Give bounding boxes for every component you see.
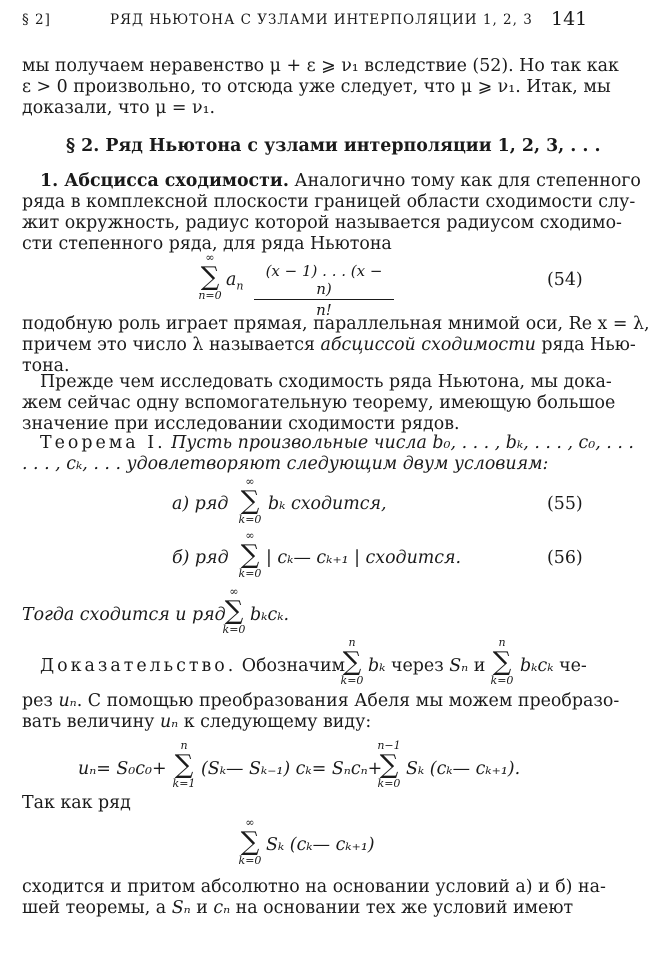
since-line: Так как ряд	[22, 793, 131, 813]
paragraph-1-line-2: ряда в комплексной плоскости границей области сходимости слу-	[22, 192, 636, 212]
sum-symbol: n ∑ k=0	[340, 636, 364, 687]
sum-symbol: ∞ ∑ k=0	[238, 529, 262, 580]
condition-b-body: | cₖ— cₖ₊₁ | сходится.	[266, 548, 462, 568]
proof-line-2: рез uₙ. С помощью преобразования Абеля мы можем преобразо-	[22, 691, 620, 711]
equation-number-56: (56)	[547, 548, 583, 568]
paragraph-1-text: Аналогично тому как для степенного	[288, 171, 641, 191]
paragraph-2-line-2: причем это число λ называется абсциссой сходимости ряда Нью-	[22, 335, 636, 355]
intro-line-3: доказали, что μ = ν₁.	[22, 98, 216, 118]
paragraph-1-line-1	[40, 171, 641, 191]
theorem-line-2: . . . , cₖ, . . . удовлетворяют следующим двум условиям:	[22, 454, 549, 474]
intro-line-1: мы получаем неравенство μ + ε ⩾ ν₁ вследствие (52). Но так как	[22, 56, 619, 76]
sum-symbol: ∞ ∑ k=0	[238, 816, 262, 867]
abel-rhs: Sₖ (cₖ— cₖ₊₁).	[406, 759, 521, 779]
abel-lhs: uₙ= S₀c₀+	[78, 759, 167, 779]
paragraph-1-line-4: сти степенного ряда, для ряда Ньютона	[22, 234, 392, 254]
final-line-1: сходится и притом абсолютно на основании условий а) и б) на-	[22, 877, 606, 897]
fraction: $\frac{(x - 1) . . . (x - n)}{n!}$	[254, 262, 394, 319]
condition-b-label: б) ряд	[172, 548, 229, 568]
theorem-line-1: Теорема I. Пусть произвольные числа b₀, . . . , bₖ, . . . , c₀, . . .	[40, 433, 634, 453]
paragraph-1-line-3: жит окружность, радиус которой называется радиусом сходимо-	[22, 213, 622, 233]
conclusion-text: Тогда сходится и ряд	[22, 605, 226, 625]
equation-number-55: (55)	[547, 494, 583, 514]
paragraph-3-line-1: Прежде чем исследовать сходимость ряда Ньютона, мы дока-	[40, 372, 612, 392]
subsection-label: 1. Абсцисса сходимости.	[40, 171, 289, 191]
sum-symbol: n ∑ k=0	[490, 636, 514, 687]
condition-a-label: а) ряд	[172, 494, 229, 514]
theorem-label: Теорема I.	[40, 433, 166, 453]
sum-symbol: ∞ ∑ k=0	[222, 585, 246, 636]
paragraph-2-line-3: тона.	[22, 356, 70, 376]
header-section: § 2]	[22, 12, 51, 28]
condition-a-body: bₖ сходится,	[268, 494, 387, 514]
coefficient: $a_n$	[226, 270, 244, 293]
sum-symbol: ∞ ∑ k=0	[238, 475, 262, 526]
header-title: РЯД НЬЮТОНА С УЗЛАМИ ИНТЕРПОЛЯЦИИ 1, 2, 3	[110, 12, 533, 28]
sum-symbol: n ∑ k=1	[172, 739, 196, 790]
intro-line-2: ε > 0 произвольно, то отсюда уже следует, что μ ⩾ ν₁. Итак, мы	[22, 77, 611, 97]
proof-line-3: вать величину uₙ к следующему виду:	[22, 712, 372, 732]
paragraph-3-line-2: жем сейчас одну вспомогательную теорему, имеющую большое	[22, 393, 616, 413]
final-line-2: шей теоремы, а Sₙ и cₙ на основании тех же условий имеют	[22, 898, 574, 918]
conclusion-series: bₖcₖ.	[250, 605, 290, 625]
equation-number-54: (54)	[547, 270, 583, 290]
proof-label: Доказательство.	[40, 656, 237, 676]
series-body: Sₖ (cₖ— cₖ₊₁)	[266, 835, 375, 855]
section-heading: § 2. Ряд Ньютона с узлами интерполяции 1, 2, 3, . . .	[66, 136, 601, 156]
sum-symbol: ∞ ∑ n=0	[198, 251, 222, 302]
paragraph-3-line-3: значение при исследовании сходимости рядов.	[22, 414, 460, 434]
abel-middle: (Sₖ— Sₖ₋₁) cₖ= Sₙcₙ+	[201, 759, 383, 779]
sum-symbol: n−1 ∑ k=0	[377, 739, 401, 790]
paragraph-2-line-1: подобную роль играет прямая, параллельная мнимой оси, Re x = λ,	[22, 314, 650, 334]
page-number: 141	[551, 8, 588, 30]
term-abscissa: абсциссой сходимости	[320, 335, 536, 355]
